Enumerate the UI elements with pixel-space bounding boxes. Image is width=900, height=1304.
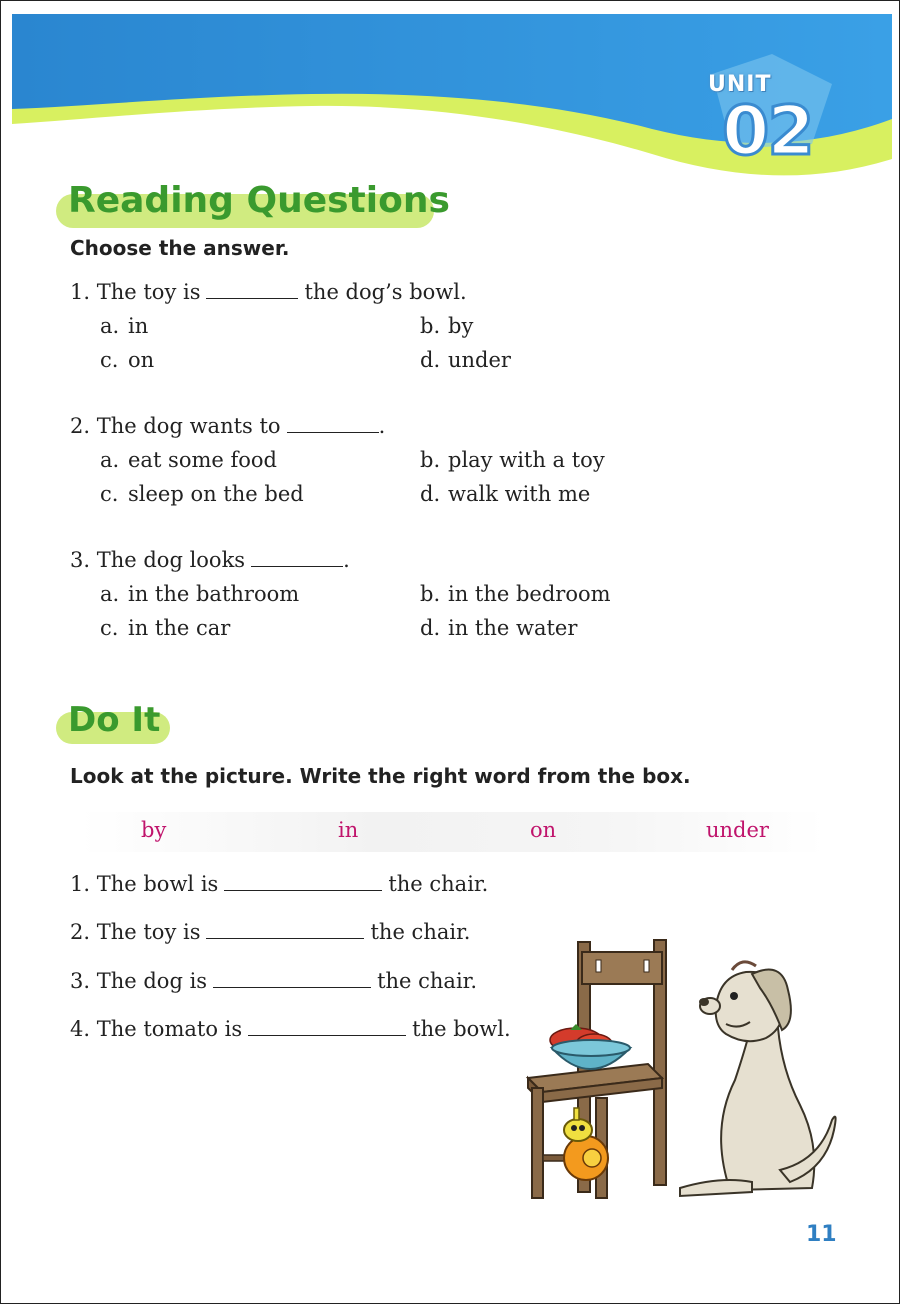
option-b[interactable] (420, 448, 605, 472)
option-text: in the water (448, 616, 578, 640)
option-letter: a. (100, 448, 120, 472)
question-text-end: . (378, 414, 386, 438)
sentence-text-end: the bowl. (412, 1017, 511, 1041)
option-text: on (128, 348, 155, 372)
option-letter: d. (420, 348, 441, 372)
option-letter: b. (420, 448, 441, 472)
option-text: by (448, 314, 474, 338)
sentence-number: 1. (70, 872, 91, 896)
option-text: in the bathroom (128, 582, 300, 606)
option-letter: d. (420, 616, 441, 640)
bowl (550, 1024, 630, 1069)
option-letter: b. (420, 582, 441, 606)
option-c[interactable] (100, 348, 154, 372)
sentence-text: The toy is (96, 920, 201, 944)
option-text: sleep on the bed (128, 482, 304, 506)
sentence-text: The bowl is (96, 872, 219, 896)
question-number: 1. (70, 280, 91, 304)
word-on: on (530, 818, 557, 842)
sentence-number: 3. (70, 969, 91, 993)
option-d[interactable] (420, 616, 577, 640)
question-text: The dog wants to (96, 414, 281, 438)
reading-instruction: Choose the answer. (70, 236, 290, 260)
do-it-instruction: Look at the picture. Write the right word from the box. (70, 764, 691, 788)
page-number: 11 (806, 1222, 837, 1247)
question-number: 3. (70, 548, 91, 572)
dog-chair-illustration (520, 930, 850, 1210)
answer-blank[interactable] (213, 969, 371, 988)
unit-label: UNIT (708, 72, 772, 97)
word-by: by (141, 818, 167, 842)
do-it-title: Do It (68, 700, 161, 740)
question-1 (70, 280, 467, 304)
option-letter: b. (420, 314, 441, 338)
question-text: The dog looks (96, 548, 246, 572)
option-letter: a. (100, 314, 120, 338)
word-in: in (338, 818, 359, 842)
answer-blank[interactable] (287, 414, 379, 433)
dog (680, 962, 836, 1196)
option-text: play with a toy (448, 448, 605, 472)
word-under: under (706, 818, 769, 842)
option-letter: a. (100, 582, 120, 606)
option-d[interactable] (420, 482, 590, 506)
answer-blank[interactable] (206, 280, 298, 299)
answer-blank[interactable] (224, 872, 382, 891)
question-number: 2. (70, 414, 91, 438)
sentence-number: 2. (70, 920, 91, 944)
option-text: walk with me (448, 482, 591, 506)
option-letter: c. (100, 616, 119, 640)
option-d[interactable] (420, 348, 511, 372)
sentence-4 (70, 1017, 511, 1041)
option-text: in (128, 314, 149, 338)
sentence-text-end: the chair. (370, 920, 471, 944)
reading-questions-title: Reading Questions (68, 180, 450, 221)
option-text: eat some food (128, 448, 277, 472)
answer-blank[interactable] (251, 548, 343, 567)
option-a[interactable] (100, 582, 299, 606)
answer-blank[interactable] (248, 1017, 406, 1036)
option-text: in the bedroom (448, 582, 611, 606)
unit-number: 02 (722, 92, 813, 171)
option-b[interactable] (420, 582, 611, 606)
sentence-text: The tomato is (96, 1017, 243, 1041)
question-text-end: . (343, 548, 350, 572)
option-letter: d. (420, 482, 441, 506)
sentence-3 (70, 969, 477, 993)
question-text-end: the dog’s bowl. (304, 280, 467, 304)
option-c[interactable] (100, 616, 230, 640)
sentence-text-end: the chair. (388, 872, 489, 896)
option-a[interactable] (100, 314, 148, 338)
sentence-number: 4. (70, 1017, 91, 1041)
sentence-1 (70, 872, 488, 896)
option-text: in the car (128, 616, 231, 640)
question-2 (70, 414, 385, 438)
option-a[interactable] (100, 448, 277, 472)
option-b[interactable] (420, 314, 473, 338)
answer-blank[interactable] (206, 920, 364, 939)
sentence-2 (70, 920, 470, 944)
option-letter: c. (100, 482, 119, 506)
question-text: The toy is (96, 280, 201, 304)
sentence-text: The dog is (96, 969, 208, 993)
option-letter: c. (100, 348, 119, 372)
question-3 (70, 548, 350, 572)
option-text: under (448, 348, 511, 372)
sentence-text-end: the chair. (377, 969, 478, 993)
option-c[interactable] (100, 482, 304, 506)
